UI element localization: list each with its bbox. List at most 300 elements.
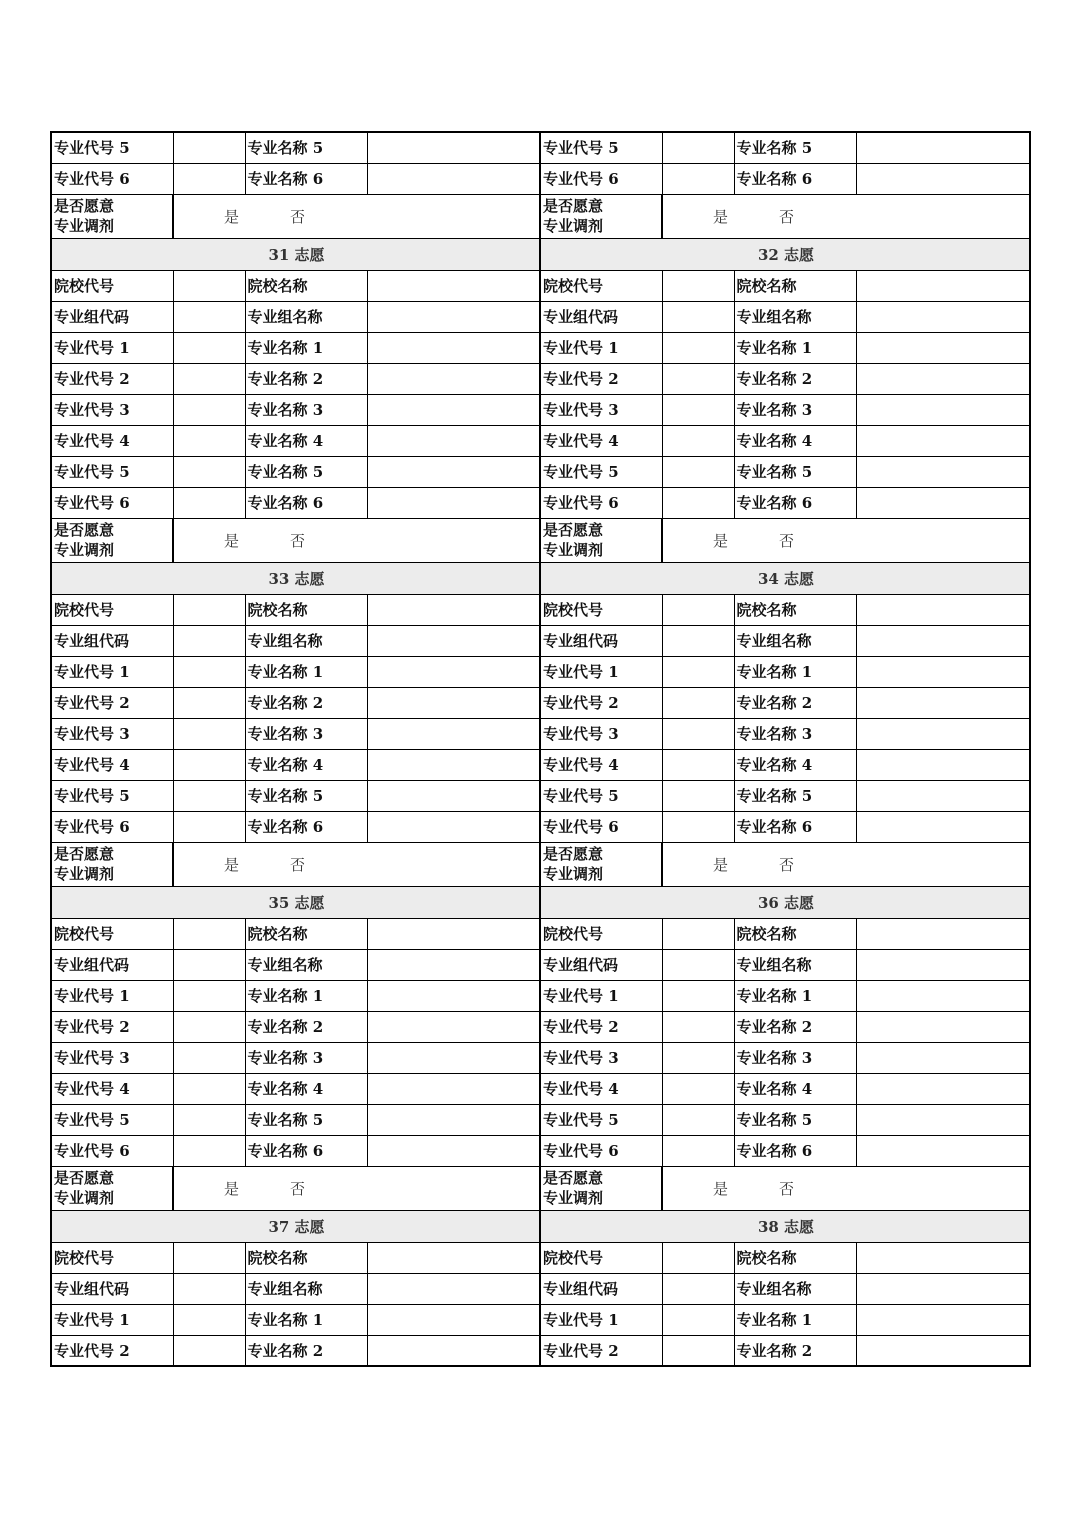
blank-code-cell: [173, 949, 245, 980]
form-row: [51, 811, 1030, 842]
blank-name-cell: [367, 1011, 540, 1042]
field-code-label: 专业代号 5: [540, 456, 662, 487]
field-code-label: 专业代号 2: [51, 1011, 173, 1042]
form-row: [51, 1104, 1030, 1135]
field-name-label: 院校名称: [245, 594, 367, 625]
field-name-label: 院校名称: [734, 918, 856, 949]
form-row: [51, 1304, 1030, 1335]
blank-code-cell: [173, 980, 245, 1011]
field-name-label: 专业名称 6: [734, 1135, 856, 1166]
volunteer-title: 32 志愿: [540, 238, 1030, 270]
blank-code-cell: [662, 425, 734, 456]
blank-name-cell: [856, 1304, 1030, 1335]
blank-code-cell: [662, 1273, 734, 1304]
blank-name-cell: [856, 625, 1030, 656]
blank-code-cell: [662, 1073, 734, 1104]
blank-code-cell: [173, 163, 245, 194]
option-yes: 是: [224, 855, 240, 874]
form-body: [51, 132, 1030, 1366]
field-name-label: 专业名称 5: [734, 780, 856, 811]
blank-code-cell: [173, 1273, 245, 1304]
field-name-label: 专业名称 1: [245, 332, 367, 363]
field-name-label: 专业名称 3: [245, 1042, 367, 1073]
form-row: [51, 363, 1030, 394]
field-name-label: 专业名称 3: [734, 394, 856, 425]
blank-name-cell: [856, 394, 1030, 425]
field-code-label: 专业代号 5: [51, 780, 173, 811]
blank-name-cell: [367, 949, 540, 980]
blank-code-cell: [662, 1242, 734, 1273]
blank-name-cell: [856, 1011, 1030, 1042]
field-code-label: 专业代号 4: [51, 749, 173, 780]
option-yes: 是: [713, 531, 729, 550]
blank-code-cell: [173, 132, 245, 163]
blank-name-cell: [367, 1104, 540, 1135]
adjustment-label: [51, 1166, 173, 1210]
field-code-label: 专业代号 6: [540, 163, 662, 194]
field-code-label: 专业代号 5: [51, 456, 173, 487]
blank-name-cell: [367, 918, 540, 949]
blank-code-cell: [173, 656, 245, 687]
volunteer-title: 33 志愿: [51, 562, 540, 594]
form-row: [51, 1335, 1030, 1366]
field-code-label: 专业代号 1: [540, 332, 662, 363]
field-code-label: 专业代号 3: [540, 1042, 662, 1073]
blank-code-cell: [662, 1335, 734, 1366]
field-code-label: 专业代号 3: [540, 394, 662, 425]
blank-code-cell: [662, 811, 734, 842]
form-row: [51, 687, 1030, 718]
blank-code-cell: [662, 980, 734, 1011]
blank-code-cell: [662, 394, 734, 425]
blank-name-cell: [856, 332, 1030, 363]
field-code-label: 专业组代码: [51, 301, 173, 332]
adjustment-label-line1: 是否愿意: [54, 1169, 115, 1187]
blank-name-cell: [856, 949, 1030, 980]
field-name-label: 专业组名称: [245, 949, 367, 980]
adjustment-label-line2: 专业调剂: [543, 865, 604, 883]
form-row: [51, 625, 1030, 656]
blank-name-cell: [367, 132, 540, 163]
field-code-label: 专业组代码: [51, 1273, 173, 1304]
blank-code-cell: [662, 918, 734, 949]
blank-code-cell: [173, 363, 245, 394]
blank-name-cell: [856, 1104, 1030, 1135]
field-code-label: 院校代号: [51, 594, 173, 625]
field-code-label: 专业代号 1: [540, 980, 662, 1011]
field-code-label: 专业代号 2: [540, 1335, 662, 1366]
form-row: [51, 332, 1030, 363]
volunteer-header-row: [51, 1210, 1030, 1242]
form-row: [51, 1135, 1030, 1166]
form-row: [51, 949, 1030, 980]
field-code-label: 专业代号 3: [540, 718, 662, 749]
field-code-label: 专业代号 2: [51, 363, 173, 394]
adjustment-label-line1: 是否愿意: [543, 197, 604, 215]
field-code-label: 专业代号 6: [51, 163, 173, 194]
field-code-label: 专业代号 6: [51, 487, 173, 518]
volunteer-title: 34 志愿: [540, 562, 1030, 594]
adjustment-options: [662, 842, 1030, 886]
blank-code-cell: [173, 687, 245, 718]
field-name-label: 专业组名称: [245, 301, 367, 332]
field-code-label: 专业代号 2: [51, 687, 173, 718]
blank-name-cell: [367, 363, 540, 394]
field-code-label: 专业代号 6: [540, 1135, 662, 1166]
adjustment-label-line2: 专业调剂: [54, 217, 115, 235]
blank-code-cell: [173, 780, 245, 811]
option-no: 否: [779, 855, 795, 874]
field-code-label: 专业代号 6: [51, 1135, 173, 1166]
field-name-label: 专业名称 5: [245, 780, 367, 811]
field-code-label: 院校代号: [51, 918, 173, 949]
field-name-label: 专业名称 2: [245, 1011, 367, 1042]
adjustment-options: [173, 1166, 540, 1210]
field-name-label: 专业名称 5: [734, 132, 856, 163]
blank-code-cell: [173, 811, 245, 842]
option-no: 否: [779, 207, 795, 226]
field-code-label: 专业代号 2: [540, 1011, 662, 1042]
field-name-label: 专业名称 2: [245, 687, 367, 718]
blank-name-cell: [856, 1242, 1030, 1273]
field-code-label: 专业代号 5: [540, 132, 662, 163]
blank-code-cell: [662, 718, 734, 749]
field-name-label: 院校名称: [245, 918, 367, 949]
adjustment-label-line1: 是否愿意: [54, 845, 115, 863]
blank-name-cell: [367, 749, 540, 780]
blank-code-cell: [662, 949, 734, 980]
volunteer-title: 38 志愿: [540, 1210, 1030, 1242]
adjustment-row: [51, 842, 1030, 886]
volunteer-header-row: [51, 238, 1030, 270]
field-code-label: 院校代号: [51, 270, 173, 301]
field-name-label: 专业名称 1: [245, 980, 367, 1011]
blank-name-cell: [856, 1335, 1030, 1366]
blank-code-cell: [662, 270, 734, 301]
blank-code-cell: [173, 1073, 245, 1104]
blank-code-cell: [173, 625, 245, 656]
field-name-label: 专业名称 1: [734, 1304, 856, 1335]
adjustment-label-line2: 专业调剂: [543, 217, 604, 235]
form-row: [51, 456, 1030, 487]
field-code-label: 专业代号 4: [51, 425, 173, 456]
field-name-label: 专业名称 2: [734, 1011, 856, 1042]
field-code-label: 专业代号 4: [51, 1073, 173, 1104]
field-code-label: 专业代号 3: [51, 1042, 173, 1073]
field-name-label: 专业名称 2: [734, 1335, 856, 1366]
blank-name-cell: [856, 132, 1030, 163]
blank-code-cell: [173, 394, 245, 425]
blank-code-cell: [173, 1011, 245, 1042]
volunteer-header-row: [51, 562, 1030, 594]
form-row: [51, 1073, 1030, 1104]
application-form-table: [50, 131, 1031, 1367]
blank-name-cell: [367, 687, 540, 718]
field-code-label: 专业代号 5: [51, 132, 173, 163]
adjustment-label-line2: 专业调剂: [543, 541, 604, 559]
blank-code-cell: [173, 1304, 245, 1335]
form-row: [51, 594, 1030, 625]
blank-name-cell: [856, 918, 1030, 949]
field-name-label: 专业名称 4: [245, 1073, 367, 1104]
field-code-label: 专业代号 6: [540, 811, 662, 842]
form-row: [51, 718, 1030, 749]
field-name-label: 专业名称 1: [734, 332, 856, 363]
blank-name-cell: [856, 811, 1030, 842]
blank-code-cell: [662, 1304, 734, 1335]
adjustment-options: [173, 842, 540, 886]
blank-code-cell: [662, 780, 734, 811]
field-code-label: 专业组代码: [540, 625, 662, 656]
blank-name-cell: [367, 980, 540, 1011]
blank-code-cell: [662, 625, 734, 656]
option-no: 否: [290, 855, 306, 874]
field-name-label: 专业名称 5: [245, 1104, 367, 1135]
field-name-label: 专业组名称: [734, 949, 856, 980]
blank-code-cell: [173, 301, 245, 332]
option-no: 否: [779, 1179, 795, 1198]
blank-name-cell: [856, 1042, 1030, 1073]
field-name-label: 专业组名称: [734, 625, 856, 656]
option-no: 否: [290, 1179, 306, 1198]
blank-name-cell: [367, 456, 540, 487]
form-row: [51, 1242, 1030, 1273]
blank-name-cell: [367, 1073, 540, 1104]
blank-name-cell: [856, 425, 1030, 456]
blank-code-cell: [173, 456, 245, 487]
blank-code-cell: [173, 1135, 245, 1166]
field-name-label: 专业名称 4: [734, 425, 856, 456]
blank-name-cell: [856, 656, 1030, 687]
field-code-label: 院校代号: [540, 918, 662, 949]
blank-name-cell: [367, 594, 540, 625]
field-name-label: 专业名称 2: [734, 363, 856, 394]
adjustment-label: [540, 1166, 662, 1210]
field-code-label: 专业代号 2: [51, 1335, 173, 1366]
form-row: [51, 394, 1030, 425]
field-name-label: 专业名称 6: [734, 811, 856, 842]
field-code-label: 专业代号 5: [51, 1104, 173, 1135]
field-code-label: 专业代号 1: [540, 1304, 662, 1335]
field-code-label: 院校代号: [540, 1242, 662, 1273]
blank-name-cell: [367, 1304, 540, 1335]
field-code-label: 专业代号 5: [540, 1104, 662, 1135]
blank-code-cell: [173, 425, 245, 456]
option-no: 否: [290, 531, 306, 550]
form-row: [51, 980, 1030, 1011]
blank-name-cell: [856, 980, 1030, 1011]
field-name-label: 专业组名称: [734, 1273, 856, 1304]
adjustment-label-line1: 是否愿意: [543, 521, 604, 539]
field-code-label: 专业代号 3: [51, 718, 173, 749]
blank-name-cell: [856, 1073, 1030, 1104]
blank-code-cell: [662, 163, 734, 194]
blank-name-cell: [856, 270, 1030, 301]
adjustment-label-line1: 是否愿意: [54, 197, 115, 215]
form-row: [51, 749, 1030, 780]
adjustment-label: [540, 194, 662, 238]
field-name-label: 专业名称 3: [734, 718, 856, 749]
field-code-label: 专业代号 1: [51, 1304, 173, 1335]
field-code-label: 专业代号 3: [51, 394, 173, 425]
form-row: [51, 656, 1030, 687]
field-code-label: 专业代号 1: [540, 656, 662, 687]
blank-code-cell: [173, 718, 245, 749]
field-name-label: 专业名称 4: [734, 1073, 856, 1104]
blank-name-cell: [367, 487, 540, 518]
form-row: [51, 1042, 1030, 1073]
field-name-label: 专业名称 3: [734, 1042, 856, 1073]
field-code-label: 专业代号 1: [51, 656, 173, 687]
blank-code-cell: [173, 1242, 245, 1273]
adjustment-label: [51, 518, 173, 562]
blank-name-cell: [367, 811, 540, 842]
blank-name-cell: [367, 1273, 540, 1304]
blank-code-cell: [662, 1104, 734, 1135]
field-code-label: 专业代号 5: [540, 780, 662, 811]
option-yes: 是: [224, 1179, 240, 1198]
field-name-label: 专业名称 3: [245, 718, 367, 749]
blank-name-cell: [367, 394, 540, 425]
blank-code-cell: [662, 1135, 734, 1166]
form-row: [51, 163, 1030, 194]
field-code-label: 专业代号 2: [540, 363, 662, 394]
form-row: [51, 780, 1030, 811]
adjustment-label-line1: 是否愿意: [543, 845, 604, 863]
blank-code-cell: [173, 270, 245, 301]
option-yes: 是: [713, 855, 729, 874]
adjustment-row: [51, 518, 1030, 562]
field-name-label: 专业名称 6: [734, 163, 856, 194]
field-code-label: 专业组代码: [540, 1273, 662, 1304]
field-name-label: 专业名称 5: [245, 456, 367, 487]
option-yes: 是: [224, 531, 240, 550]
blank-code-cell: [173, 594, 245, 625]
blank-name-cell: [856, 456, 1030, 487]
field-name-label: 专业组名称: [245, 625, 367, 656]
adjustment-label: [540, 842, 662, 886]
blank-name-cell: [856, 594, 1030, 625]
volunteer-title: 35 志愿: [51, 886, 540, 918]
field-name-label: 专业组名称: [734, 301, 856, 332]
blank-code-cell: [662, 749, 734, 780]
form-row: [51, 301, 1030, 332]
blank-code-cell: [662, 332, 734, 363]
blank-code-cell: [662, 301, 734, 332]
volunteer-title: 36 志愿: [540, 886, 1030, 918]
blank-code-cell: [662, 132, 734, 163]
blank-code-cell: [173, 1042, 245, 1073]
adjustment-label-line2: 专业调剂: [54, 1189, 115, 1207]
blank-code-cell: [173, 918, 245, 949]
form-row: [51, 1273, 1030, 1304]
adjustment-label: [51, 842, 173, 886]
form-row: [51, 918, 1030, 949]
field-name-label: 专业名称 5: [245, 132, 367, 163]
field-name-label: 专业名称 1: [245, 1304, 367, 1335]
field-name-label: 专业名称 1: [734, 656, 856, 687]
form-row: [51, 487, 1030, 518]
adjustment-options: [662, 194, 1030, 238]
adjustment-options: [173, 194, 540, 238]
adjustment-label-line1: 是否愿意: [54, 521, 115, 539]
blank-code-cell: [662, 656, 734, 687]
option-yes: 是: [713, 207, 729, 226]
blank-name-cell: [856, 687, 1030, 718]
adjustment-label-line2: 专业调剂: [54, 865, 115, 883]
blank-code-cell: [662, 456, 734, 487]
blank-name-cell: [367, 1242, 540, 1273]
blank-code-cell: [662, 594, 734, 625]
field-name-label: 专业名称 5: [734, 1104, 856, 1135]
adjustment-options: [173, 518, 540, 562]
field-code-label: 专业代号 1: [51, 980, 173, 1011]
blank-code-cell: [662, 687, 734, 718]
blank-name-cell: [367, 718, 540, 749]
blank-code-cell: [662, 1042, 734, 1073]
field-code-label: 专业代号 6: [540, 487, 662, 518]
adjustment-label: [51, 194, 173, 238]
field-name-label: 院校名称: [245, 1242, 367, 1273]
blank-name-cell: [856, 718, 1030, 749]
field-code-label: 院校代号: [540, 270, 662, 301]
blank-name-cell: [856, 487, 1030, 518]
blank-code-cell: [173, 1104, 245, 1135]
field-code-label: 院校代号: [540, 594, 662, 625]
blank-code-cell: [173, 332, 245, 363]
option-yes: 是: [713, 1179, 729, 1198]
blank-code-cell: [662, 1011, 734, 1042]
form-row: [51, 132, 1030, 163]
field-name-label: 专业组名称: [245, 1273, 367, 1304]
volunteer-header-row: [51, 886, 1030, 918]
blank-code-cell: [173, 749, 245, 780]
blank-name-cell: [367, 656, 540, 687]
blank-name-cell: [367, 1135, 540, 1166]
field-name-label: 专业名称 4: [245, 425, 367, 456]
field-name-label: 专业名称 2: [734, 687, 856, 718]
blank-code-cell: [173, 1335, 245, 1366]
field-code-label: 专业代号 4: [540, 425, 662, 456]
field-code-label: 专业代号 2: [540, 687, 662, 718]
blank-code-cell: [173, 487, 245, 518]
blank-name-cell: [856, 301, 1030, 332]
field-name-label: 专业名称 2: [245, 363, 367, 394]
adjustment-label-line1: 是否愿意: [543, 1169, 604, 1187]
field-name-label: 专业名称 2: [245, 1335, 367, 1366]
volunteer-title: 31 志愿: [51, 238, 540, 270]
option-no: 否: [779, 531, 795, 550]
field-name-label: 专业名称 6: [245, 1135, 367, 1166]
field-code-label: 院校代号: [51, 1242, 173, 1273]
field-name-label: 专业名称 6: [245, 487, 367, 518]
field-name-label: 专业名称 1: [245, 656, 367, 687]
field-name-label: 专业名称 6: [734, 487, 856, 518]
blank-name-cell: [856, 780, 1030, 811]
field-name-label: 专业名称 3: [245, 394, 367, 425]
field-code-label: 专业代号 6: [51, 811, 173, 842]
blank-name-cell: [856, 163, 1030, 194]
field-code-label: 专业组代码: [51, 949, 173, 980]
blank-name-cell: [367, 1042, 540, 1073]
adjustment-row: [51, 1166, 1030, 1210]
blank-name-cell: [856, 749, 1030, 780]
blank-name-cell: [367, 270, 540, 301]
adjustment-label-line2: 专业调剂: [543, 1189, 604, 1207]
blank-name-cell: [367, 163, 540, 194]
adjustment-options: [662, 1166, 1030, 1210]
field-name-label: 院校名称: [734, 270, 856, 301]
